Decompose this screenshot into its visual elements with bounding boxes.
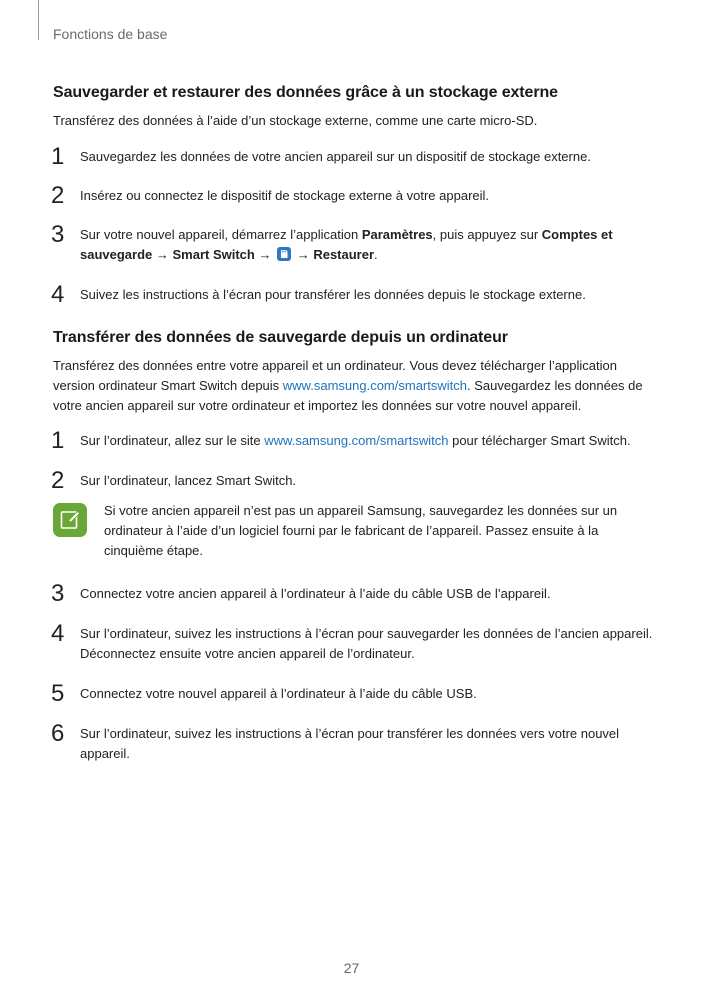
step-number: 6 (51, 720, 65, 747)
note-text: Si votre ancien appareil n’est pas un appareil Samsung, sauvegardez les données sur un ordinateur à l’aide d’un logiciel fourni par le fabricant de l’appareil. Passez ensuite à la cinquième étape. (104, 503, 618, 558)
section1-title: Sauvegarder et restaurer des données grâce à un stockage externe (53, 84, 558, 101)
header-section-title: Fonctions de base (53, 26, 168, 42)
note-pencil-icon (53, 503, 87, 537)
menu-smart-switch: Smart Switch (172, 247, 255, 262)
menu-comptes-et-sauvegarde: Comptes et sauvegarde (80, 227, 613, 262)
page-number: 27 (343, 960, 360, 976)
step-number: 1 (51, 427, 65, 454)
arrow: → (152, 247, 173, 262)
section1-intro: Transférez des données à l’aide d’un stockage externe, comme une carte micro-SD. (53, 113, 538, 128)
section1-step-2 (51, 182, 653, 209)
step-text-part: Sur votre nouvel appareil, démarrez l’application (80, 227, 362, 242)
section2-step-5 (51, 680, 653, 707)
step-number: 2 (51, 467, 65, 494)
section1-step-1 (51, 143, 653, 170)
section2-step-3 (51, 580, 653, 607)
section2-step-2 (51, 467, 653, 494)
samsung-smartswitch-link[interactable]: www.samsung.com/smartswitch (264, 433, 449, 448)
header-rule (38, 0, 39, 40)
step-text: Connectez votre ancien appareil à l’ordinateur à l’aide du câble USB de l’appareil. (80, 586, 551, 601)
menu-restaurer: Restaurer (313, 247, 375, 262)
step-text-end: . (374, 247, 378, 262)
section2-title: Transférer des données de sauvegarde depuis un ordinateur (53, 329, 508, 346)
step-text: Sur l’ordinateur, lancez Smart Switch. (80, 473, 297, 488)
page-content (53, 84, 653, 764)
step-number: 4 (51, 281, 65, 308)
step-text: Sur l’ordinateur, suivez les instructions à l’écran pour sauvegarder les données de l’ancien appareil. Déconnectez ensuite votre ancien appareil de l’ordinateur. (80, 626, 653, 661)
step-text: Suivez les instructions à l’écran pour transférer les données depuis le stockage externe. (80, 287, 586, 302)
section1-step-3 (51, 221, 653, 265)
step-number: 3 (51, 580, 65, 607)
samsung-smartswitch-link[interactable]: www.samsung.com/smartswitch (282, 378, 467, 393)
step-text-part: pour télécharger Smart Switch. (448, 433, 631, 448)
step-text: Connectez votre nouvel appareil à l’ordinateur à l’aide du câble USB. (80, 686, 477, 701)
intro-text: . Sauvegardez les données de votre ancien appareil sur votre ordinateur et importez les données sur votre nouvel appareil. (53, 378, 643, 413)
arrow: → (254, 247, 276, 262)
step-number: 2 (51, 182, 65, 209)
step-number: 4 (51, 620, 65, 647)
menu-paramètres: Paramètres (361, 227, 433, 242)
step-number: 3 (51, 221, 65, 248)
sd-card-icon (277, 247, 291, 261)
step-number: 5 (51, 680, 65, 707)
step-text: Insérez ou connectez le dispositif de stockage externe à votre appareil. (80, 188, 490, 203)
section2-step-1 (51, 427, 653, 454)
step-text: Sauvegardez les données de votre ancien appareil sur un dispositif de stockage externe. (80, 149, 591, 164)
section1-step-4 (51, 281, 653, 308)
step-number: 1 (51, 143, 65, 170)
section2-step-6 (51, 720, 653, 764)
step-text: Sur l’ordinateur, suivez les instructions à l’écran pour transférer les données vers votre nouvel appareil. (80, 726, 620, 761)
step-text-part: Sur l’ordinateur, allez sur le site (80, 433, 265, 448)
arrow: → (293, 247, 314, 262)
section2-step-4 (51, 620, 653, 664)
note-box (53, 501, 653, 561)
step-text-part: , puis appuyez sur (432, 227, 542, 242)
section2-intro (53, 356, 653, 416)
intro-text: Transférez des données entre votre appareil et un ordinateur. Vous devez télécharger l’application version ordinateur Smart Switch depuis (53, 358, 617, 393)
